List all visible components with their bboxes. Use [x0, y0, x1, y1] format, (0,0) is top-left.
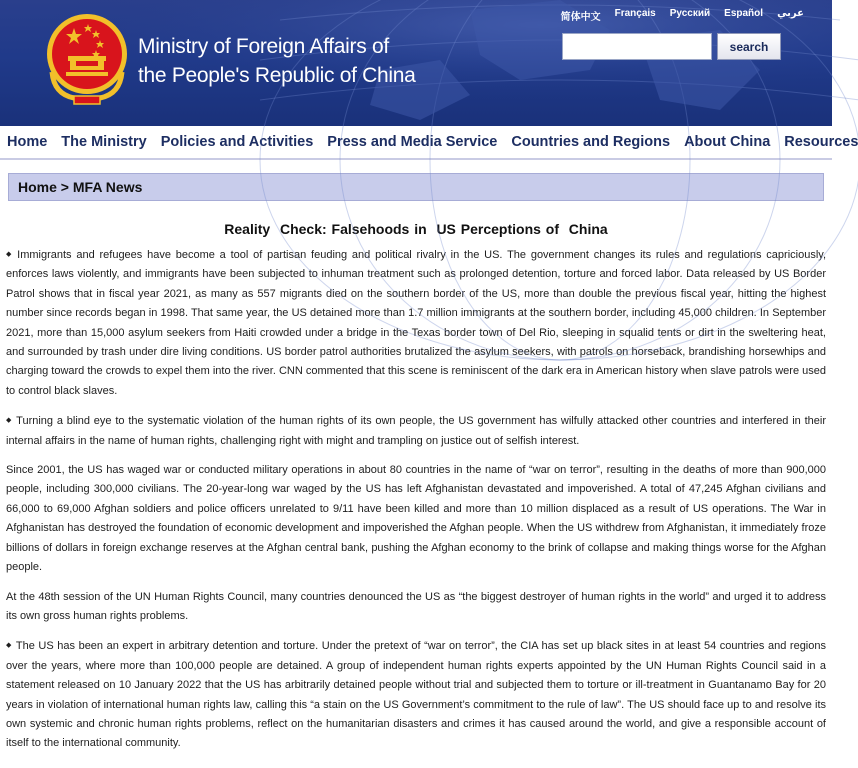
lang-link-arabic[interactable]: عربي [777, 8, 804, 19]
article-paragraph: Since 2001, the US has waged war or conducted military operations in about 80 countries in the name of “war on terror”, resulting in the deaths of more than 900,000 people, including 300,000 civilians. The 20-year-long war waged by the US has left Afghanistan devastated and impoverished. A total of 47,245 Afghan civilians and 66,000 to 69,000 Afghan soldiers and police officers unrelated to 9/11 have been killed and more than 10 million displaced as a result of US operations. The War in Afghanistan has destroyed the foundation of economic development and impoverished the Afghan people. When the US withdrew from Afghanistan, it immediately froze billions of dollars in foreign exchange reserves at the Afghan central bank, pushing the Afghan economy to the brink of collapse and making things worse for the Afghan people. [6, 464, 826, 574]
breadcrumb [8, 173, 824, 201]
site-title-line1: Ministry of Foreign Affairs of [138, 35, 389, 58]
diamond-bullet-icon: ◆ [6, 417, 13, 425]
breadcrumb-home-link[interactable]: Home [18, 179, 57, 195]
nav-item-about-china[interactable]: About China [684, 134, 771, 150]
site-title[interactable] [138, 32, 416, 90]
lang-link-spanish[interactable]: Español [724, 8, 764, 19]
national-emblem-icon[interactable] [44, 10, 130, 106]
breadcrumb-current[interactable]: MFA News [72, 179, 143, 195]
nav-item-policies-and-activities[interactable]: Policies and Activities [160, 134, 314, 150]
diamond-bullet-icon: ◆ [6, 251, 14, 258]
nav-item-countries-and-regions[interactable]: Countries and Regions [511, 134, 671, 150]
nav-item-resources[interactable]: Resources [784, 134, 858, 150]
language-bar [561, 6, 804, 23]
article-paragraph: ◆ Immigrants and refugees have become a tool of partisan feuding and political rivalry in the US. The government changes its rules and regulations capriciously, enforces laws violently, and immigrants have been subjected to inhuman treatment such as prolonged detention, torture and forced labor. Data released by US Border Patrol shows that in fiscal year 2021, as many as 557 migrants died on the southern border of the US, more than double the previous fiscal year, hitting the highest number since records began in 1998. That same year, the US detained more than 1.7 million immigrants at the southern border, including 45,000 children. In September 2021, more than 15,000 asylum seekers from Haiti crowded under a bridge in the Texas border town of Del Rio, sleeping in squalid tents or dirt in the sweltering heat, and surrounded by trash under dire living conditions. US border patrol authorities brutalized the asylum seekers, with patrols on horseback, brandishing horsewhips and charging toward the crowds to expel them into the river. CNN commented that this scene is reminiscent of the dark era in American history when slave patrols were used to control black slaves. [6, 249, 827, 397]
search-button[interactable]: search [717, 33, 781, 60]
nav-item-home[interactable]: Home [7, 134, 48, 150]
nav-item-press-and-media-service[interactable]: Press and Media Service [327, 134, 498, 150]
article-body [0, 245, 832, 754]
breadcrumb-separator: > [56, 179, 73, 195]
lang-link-chinese[interactable]: 简体中文 [560, 12, 601, 23]
article-paragraph: ◆ The US has been an expert in arbitrary detention and torture. Under the pretext of “war on terror”, the CIA has set up black sites in at least 54 countries and regions over the years, where more than 100,000 people are detained. A group of independent human rights experts appointed by the UN Human Rights Council said in a statement released on 10 January 2022 that the US has arbitrarily detained people without trial and subjected them to torture or ill-treatment in Guantanamo Bay for 20 years in violation of international human rights law, calling this “a stain on the US Government’s commitment to the rule of law”. The US should face up to and resolve its own systemic and chronic human rights problems, reflect on the humanitarian disasters and crimes it has caused around the world, and give a responsible account of itself to the international community. [6, 640, 826, 750]
site-title-line2: the People's Republic of China [138, 64, 416, 87]
lang-link-french[interactable]: Français [614, 8, 656, 19]
main-nav [0, 126, 858, 160]
nav-item-the-ministry[interactable]: The Ministry [61, 134, 147, 150]
diamond-bullet-icon: ◆ [6, 642, 12, 650]
lang-link-russian[interactable]: Русский [669, 8, 711, 19]
article-title: Reality Check: Falsehoods in US Perceptions of China [224, 221, 608, 237]
article-paragraph: ◆ Turning a blind eye to the systematic violation of the human rights of its own people, the US government has wilfully attacked other countries and interfered in their internal affairs in the name of human rights, challenging right with might and trampling on justice out of selfish interest. [6, 415, 826, 447]
search-input[interactable] [562, 33, 712, 60]
article-paragraph: At the 48th session of the UN Human Rights Council, many countries denounced the US as “the biggest destroyer of human rights in the world” and urged it to address its own gross human rights problems. [6, 590, 826, 622]
site-header [0, 0, 832, 126]
